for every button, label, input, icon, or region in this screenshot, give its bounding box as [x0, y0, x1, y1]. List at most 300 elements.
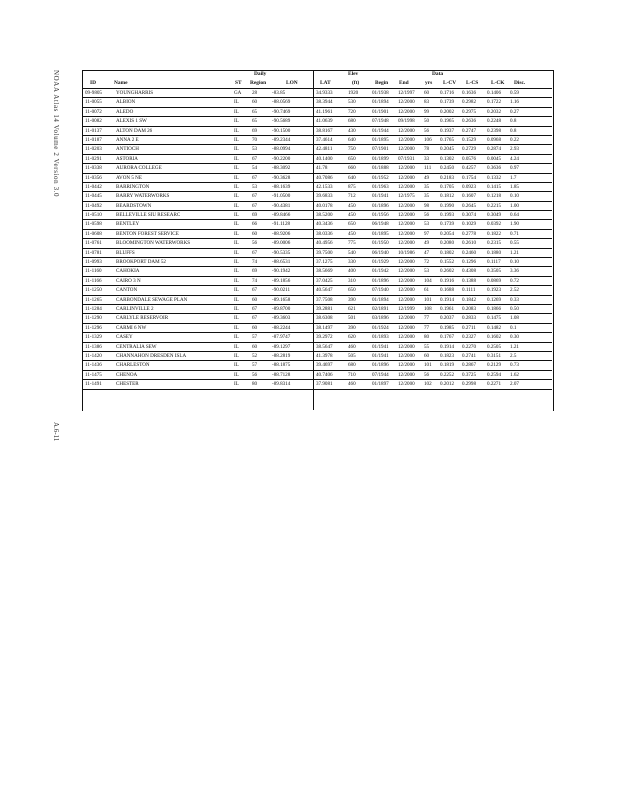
cell-lcv: 0.1937 [440, 127, 455, 134]
cell-end: 12/2000 [398, 230, 415, 237]
table-row [82, 155, 552, 164]
cell-name: BROOKPORT DAM 52 [116, 259, 166, 266]
cell-disc: 1.85 [510, 183, 519, 190]
cell-lcv: 0.1812 [440, 193, 455, 200]
cell-end: 12/2000 [398, 296, 415, 303]
cell-id: 11-0291 [85, 155, 102, 162]
cell-begin: 07/1901 [372, 146, 389, 153]
cell-disc: 0.8 [510, 118, 517, 125]
cell-begin: 01/1888 [372, 165, 389, 172]
cell-name: AURORA COLLEGE [116, 165, 162, 172]
table-row [82, 230, 552, 239]
cell-lon: -88.2244 [272, 324, 291, 331]
cell-lck: 0.1415 [487, 183, 502, 190]
cell-lcs: 0.2741 [462, 352, 477, 359]
cell-elev: 400 [348, 268, 356, 275]
cell-elev: 650 [348, 155, 356, 162]
cell-yrs: 47 [424, 249, 430, 256]
cell-id: 11-0445 [85, 193, 102, 200]
cell-st: IL [234, 362, 239, 369]
cell-end: 12/1999 [398, 305, 415, 312]
cell-lon: -89.1658 [272, 296, 291, 303]
cell-lat: 38.0336 [316, 230, 333, 237]
cell-dr: 28 [252, 90, 258, 96]
cell-elev: 710 [348, 371, 356, 378]
cell-dr: 52 [252, 352, 258, 359]
cell-disc: 3.36 [510, 268, 519, 275]
cell-disc: 1.16 [510, 99, 519, 106]
cell-id: 11-1296 [85, 324, 102, 331]
cell-id: 11-1420 [85, 352, 102, 359]
cell-name: BELLEVILLE SIU RESEARC [116, 212, 181, 219]
cell-elev: 390 [348, 324, 356, 331]
cell-name: YOUNGHARRIS [116, 90, 154, 96]
header-lck: L-CK [491, 80, 505, 86]
cell-begin: 01/1893 [372, 334, 389, 341]
cell-lck: 0.2129 [487, 362, 502, 369]
cell-lck: 0.3505 [487, 268, 502, 275]
cell-lat: 40.7406 [316, 371, 333, 378]
cell-disc: 0.59 [510, 90, 519, 96]
cell-lcs: 0.2982 [462, 99, 477, 106]
cell-begin: 02/1891 [372, 305, 389, 312]
cell-id: 11-0492 [85, 202, 102, 209]
cell-begin: 07/1944 [372, 371, 389, 378]
cell-yrs: 102 [424, 381, 432, 388]
cell-end: 07/1931 [398, 155, 415, 162]
cell-begin: 01/1894 [372, 296, 389, 303]
cell-lcs: 0.3074 [462, 212, 477, 219]
cell-lcs: 0.3725 [462, 371, 477, 378]
cell-lon: -89.0006 [272, 240, 291, 247]
table-row [82, 145, 552, 154]
cell-lck: 0.1117 [487, 259, 501, 266]
cell-yrs: 35 [424, 183, 430, 190]
cell-end: 12/2000 [398, 259, 415, 266]
cell-yrs: 72 [424, 259, 430, 266]
cell-st: IL [234, 305, 239, 312]
table-row [82, 267, 552, 276]
table-row [82, 258, 552, 267]
table-row [82, 192, 552, 201]
cell-disc: 0.8 [510, 127, 517, 134]
cell-yrs: 56 [424, 212, 430, 219]
cell-end: 10/1986 [398, 249, 415, 256]
table-row [82, 371, 552, 380]
cell-end: 12/2000 [398, 202, 415, 209]
cell-lat: 42.1533 [316, 183, 333, 190]
cell-lon: -90.1942 [272, 268, 291, 275]
cell-st: IL [234, 240, 239, 247]
cell-dr: 80 [252, 381, 258, 388]
cell-lon: -88.1639 [272, 183, 291, 190]
cell-st: IL [234, 230, 239, 237]
cell-lck: 0.3151 [487, 352, 502, 359]
cell-lat: 40.7086 [316, 174, 333, 181]
cell-lck: 0.1406 [487, 90, 502, 96]
cell-yrs: 101 [424, 362, 432, 369]
cell-lat: 38.5669 [316, 268, 333, 275]
cell-disc: 0.22 [510, 136, 519, 143]
cell-begin: 07/1940 [372, 287, 389, 294]
cell-begin: 01/1894 [372, 99, 389, 106]
cell-name: CARBONDALE SEWAGE PLAN [116, 296, 188, 303]
cell-name: ANTIOCH [116, 146, 139, 153]
cell-begin: 06/1940 [372, 249, 389, 256]
cell-lck: 0.1880 [487, 249, 502, 256]
cell-elev: 1920 [348, 90, 359, 96]
cell-name: CHENOA [116, 371, 138, 378]
cell-dr: 56 [252, 371, 258, 378]
cell-name: ALTON DAM 26 [116, 127, 153, 134]
cell-disc: 0.33 [510, 296, 519, 303]
cell-disc: 0.72 [510, 277, 519, 284]
cell-lcs: 0.1111 [462, 287, 476, 294]
cell-lcv: 0.1961 [440, 305, 455, 312]
cell-lat: 37.0425 [316, 277, 333, 284]
cell-begin: 06/1948 [372, 221, 389, 228]
cell-st: IL [234, 352, 239, 359]
cell-st: IL [234, 193, 239, 200]
cell-lcs: 0.2747 [462, 127, 477, 134]
cell-begin: 03/1896 [372, 315, 389, 322]
cell-id: 11-0356 [85, 174, 102, 181]
cell-name: BARRINGTON [116, 183, 150, 190]
header-daily: Daily [254, 71, 267, 77]
cell-yrs: 53 [424, 268, 430, 275]
side-header: NOAA Atlas 14 Volume 2 Version 3.0 [52, 70, 60, 198]
cell-lck: 0.1475 [487, 315, 502, 322]
table-row [82, 117, 552, 126]
cell-lcv: 0.2012 [440, 381, 455, 388]
cell-begin: 01/1941 [372, 193, 389, 200]
cell-lon: -90.3628 [272, 174, 291, 181]
cell-lat: 38.1497 [316, 324, 333, 331]
cell-begin: 01/1895 [372, 136, 389, 143]
cell-begin: 07/1948 [372, 118, 389, 125]
cell-elev: 640 [348, 174, 356, 181]
cell-yrs: 33 [424, 155, 430, 162]
cell-dr: 57 [252, 362, 258, 369]
cell-dr: 69 [252, 127, 258, 134]
cell-name: CHANNAHON DRESDEN ISLA [116, 352, 187, 359]
cell-lon: -91.1128 [272, 221, 291, 228]
cell-id: 11-0761 [85, 240, 102, 247]
header-data: Data [432, 71, 444, 77]
cell-lcs: 0.4257 [462, 165, 477, 172]
cell-lcs: 0.2998 [462, 381, 477, 388]
cell-disc: 0.10 [510, 259, 519, 266]
cell-lcv: 0.2602 [440, 268, 455, 275]
cell-end: 12/2000 [398, 108, 415, 115]
cell-dr: 69 [252, 268, 258, 275]
cell-lon: -83.85 [272, 90, 286, 96]
header-elev: Elev [348, 71, 359, 77]
cell-end: 12/2000 [398, 183, 415, 190]
cell-elev: 775 [348, 240, 356, 247]
table-row [82, 380, 552, 389]
cell-lcs: 0.2636 [462, 118, 477, 125]
cell-end: 12/2000 [398, 352, 415, 359]
cell-st: IL [234, 343, 239, 350]
cell-elev: 875 [348, 183, 356, 190]
station-table-body [82, 89, 552, 390]
cell-yrs: 99 [424, 108, 430, 115]
cell-lon: -87.9747 [272, 334, 291, 341]
cell-end: 12/2000 [398, 315, 415, 322]
cell-yrs: 50 [424, 118, 430, 125]
table-row [82, 296, 552, 305]
cell-begin: 01/1896 [372, 277, 389, 284]
table-row [82, 98, 552, 107]
cell-lon: -90.5335 [272, 249, 291, 256]
cell-lat: 40.0178 [316, 202, 333, 209]
table-row [82, 174, 552, 183]
cell-lat: 41.1961 [316, 108, 333, 115]
cell-lcs: 0.2867 [462, 362, 477, 369]
cell-lck: 0.2032 [487, 108, 502, 115]
cell-lcs: 0.2729 [462, 146, 477, 153]
cell-end: 12/1975 [398, 193, 415, 200]
cell-yrs: 101 [424, 296, 432, 303]
cell-elev: 750 [348, 146, 356, 153]
cell-yrs: 49 [424, 240, 430, 247]
cell-dr: 67 [252, 193, 258, 200]
cell-lat: 37.4614 [316, 136, 333, 143]
cell-lon: -89.1856 [272, 277, 291, 284]
cell-dr: 67 [252, 174, 258, 181]
cell-lck: 0.2271 [487, 381, 502, 388]
cell-yrs: 60 [424, 90, 430, 96]
cell-lck: 0.1269 [487, 296, 502, 303]
table-row [82, 108, 552, 117]
cell-lck: 0.0869 [487, 277, 502, 284]
cell-lcv: 0.1688 [440, 287, 455, 294]
cell-lck: 0.3636 [487, 165, 502, 172]
cell-lcv: 0.1739 [440, 99, 455, 106]
cell-yrs: 53 [424, 221, 430, 228]
cell-id: 11-1166 [85, 277, 102, 284]
cell-id: 11-1475 [85, 371, 102, 378]
cell-lcs: 0.0576 [462, 155, 477, 162]
cell-id: 11-0082 [85, 118, 102, 125]
cell-lon: -88.3092 [272, 165, 291, 172]
cell-name: BENTLEY [116, 221, 140, 228]
cell-elev: 680 [348, 362, 356, 369]
cell-yrs: 111 [424, 165, 432, 172]
cell-begin: 01/1941 [372, 343, 389, 350]
cell-lck: 0.1722 [487, 99, 502, 106]
cell-st: IL [234, 315, 239, 322]
cell-st: IL [234, 118, 239, 125]
cell-lat: 40.5647 [316, 287, 333, 294]
cell-end: 12/2000 [398, 334, 415, 341]
table-row [82, 333, 552, 342]
cell-dr: 60 [252, 230, 258, 237]
cell-id: 11-0187 [85, 136, 102, 143]
cell-name: ALBION [116, 99, 136, 106]
cell-lat: 39.2881 [316, 305, 333, 312]
cell-dr: 67 [252, 202, 258, 209]
cell-lcv: 0.1705 [440, 183, 455, 190]
cell-st: IL [234, 287, 239, 294]
cell-dr: 60 [252, 324, 258, 331]
cell-id: 11-0055 [85, 99, 102, 106]
cell-lcv: 0.1802 [440, 249, 455, 256]
table-row [82, 211, 552, 220]
cell-elev: 530 [348, 99, 356, 106]
cell-lon: -89.3603 [272, 315, 291, 322]
cell-st: IL [234, 324, 239, 331]
cell-end: 12/2000 [398, 362, 415, 369]
cell-id: 11-0338 [85, 165, 102, 172]
cell-st: IL [234, 371, 239, 378]
cell-yrs: 61 [424, 287, 430, 294]
cell-name: CASEY [116, 334, 133, 341]
cell-st: IL [234, 108, 239, 115]
table-row [82, 277, 552, 286]
cell-lcs: 0.2645 [462, 202, 477, 209]
cell-name: CAHOKIA [116, 268, 140, 275]
cell-st: IL [234, 212, 239, 219]
cell-lat: 40.1400 [316, 155, 333, 162]
cell-lat: 39.6833 [316, 193, 333, 200]
cell-dr: 65 [252, 108, 258, 115]
cell-st: IL [234, 146, 239, 153]
cell-id: 09-9805 [85, 90, 102, 96]
cell-disc: 0.10 [510, 193, 519, 200]
cell-lon: -88.0994 [272, 146, 291, 153]
cell-lcs: 0.2460 [462, 249, 477, 256]
cell-name: ANNA 2 E [116, 136, 139, 143]
cell-st: IL [234, 136, 239, 143]
cell-st: IL [234, 296, 239, 303]
cell-lck: 0.1332 [487, 174, 502, 181]
cell-lck: 0.2594 [487, 371, 502, 378]
header-disc: Disc. [514, 80, 526, 86]
cell-lcs: 0.1388 [462, 277, 477, 284]
cell-lcv: 0.2037 [440, 315, 455, 322]
cell-elev: 330 [348, 259, 356, 266]
cell-yrs: 56 [424, 371, 430, 378]
cell-lck: 0.2215 [487, 202, 502, 209]
cell-lcv: 0.1716 [440, 90, 455, 96]
cell-id: 11-0598 [85, 221, 102, 228]
cell-lat: 41.3978 [316, 352, 333, 359]
cell-lcs: 0.1636 [462, 90, 477, 96]
cell-name: ASTORIA [116, 155, 138, 162]
cell-disc: 0.27 [510, 108, 519, 115]
cell-lcs: 0.1529 [462, 136, 477, 143]
header-yrs: yrs [425, 80, 433, 86]
cell-lcv: 0.1552 [440, 259, 455, 266]
cell-disc: 1.21 [510, 249, 519, 256]
cell-elev: 660 [348, 165, 356, 172]
cell-dr: 60 [252, 99, 258, 106]
cell-dr: 67 [252, 249, 258, 256]
cell-lcv: 0.1914 [440, 296, 455, 303]
cell-end: 12/2000 [398, 136, 415, 143]
cell-yrs: 49 [424, 174, 430, 181]
table-row [82, 220, 552, 229]
cell-end: 12/2000 [398, 324, 415, 331]
table-row [82, 89, 552, 98]
cell-disc: 0.30 [510, 334, 519, 341]
cell-id: 11-1265 [85, 296, 102, 303]
cell-lat: 39.7500 [316, 249, 333, 256]
cell-lcs: 0.2711 [462, 324, 476, 331]
cell-yrs: 77 [424, 324, 430, 331]
cell-begin: 01/1929 [372, 259, 389, 266]
cell-end: 12/2000 [398, 212, 415, 219]
cell-lcs: 0.2327 [462, 334, 477, 341]
cell-lat: 38.3944 [316, 99, 333, 106]
cell-st: IL [234, 174, 239, 181]
cell-disc: 4.24 [510, 155, 519, 162]
header-id: ID [90, 80, 96, 86]
cell-lat: 34.9333 [316, 90, 333, 96]
cell-elev: 540 [348, 249, 356, 256]
cell-st: IL [234, 277, 239, 284]
cell-name: CARLYLE RESERVOIR [116, 315, 169, 322]
cell-lck: 0.2874 [487, 146, 502, 153]
header-lcv: L-CV [443, 80, 457, 86]
cell-lck: 0.1218 [487, 193, 502, 200]
cell-id: 11-0781 [85, 249, 102, 256]
cell-lcv: 0.2002 [440, 108, 455, 115]
header-end: End [399, 80, 409, 86]
cell-begin: 01/1897 [372, 381, 389, 388]
cell-dr: 65 [252, 118, 258, 125]
cell-elev: 450 [348, 212, 356, 219]
cell-st: IL [234, 165, 239, 172]
cell-name: BLUFFS [116, 249, 135, 256]
cell-dr: 53 [252, 146, 258, 153]
cell-end: 12/1997 [398, 90, 415, 96]
cell-elev: 720 [348, 108, 356, 115]
header-begin: Begin [375, 80, 389, 86]
cell-disc: 0.50 [510, 305, 519, 312]
header-lon: LON [286, 80, 298, 86]
cell-end: 12/2000 [398, 268, 415, 275]
cell-lck: 0.0968 [487, 136, 502, 143]
header-lat: LAT [320, 80, 331, 86]
cell-begin: 01/1941 [372, 352, 389, 359]
cell-disc: 1.21 [510, 343, 519, 350]
cell-lck: 0.2315 [487, 240, 502, 247]
cell-lon: -90.7469 [272, 108, 291, 115]
cell-lcs: 0.1607 [462, 193, 477, 200]
cell-dr: 60 [252, 296, 258, 303]
cell-lcv: 0.1914 [440, 343, 455, 350]
cell-begin: 01/1942 [372, 268, 389, 275]
cell-end: 09/1998 [398, 118, 415, 125]
cell-lat: 39.2972 [316, 334, 333, 341]
cell-dr: 56 [252, 240, 258, 247]
cell-yrs: 97 [424, 230, 430, 237]
cell-lon: -89.8466 [272, 212, 291, 219]
cell-yrs: 56 [424, 127, 430, 134]
cell-lcv: 0.1916 [440, 277, 455, 284]
cell-elev: 501 [348, 315, 356, 322]
cell-lck: 0.0045 [487, 155, 502, 162]
cell-lck: 0.1866 [487, 305, 502, 312]
cell-lcv: 0.1823 [440, 352, 455, 359]
header-ft: (ft) [352, 80, 360, 86]
cell-lck: 0.0392 [487, 221, 502, 228]
cell-lcs: 0.2610 [462, 240, 477, 247]
cell-begin: 01/1952 [372, 174, 389, 181]
